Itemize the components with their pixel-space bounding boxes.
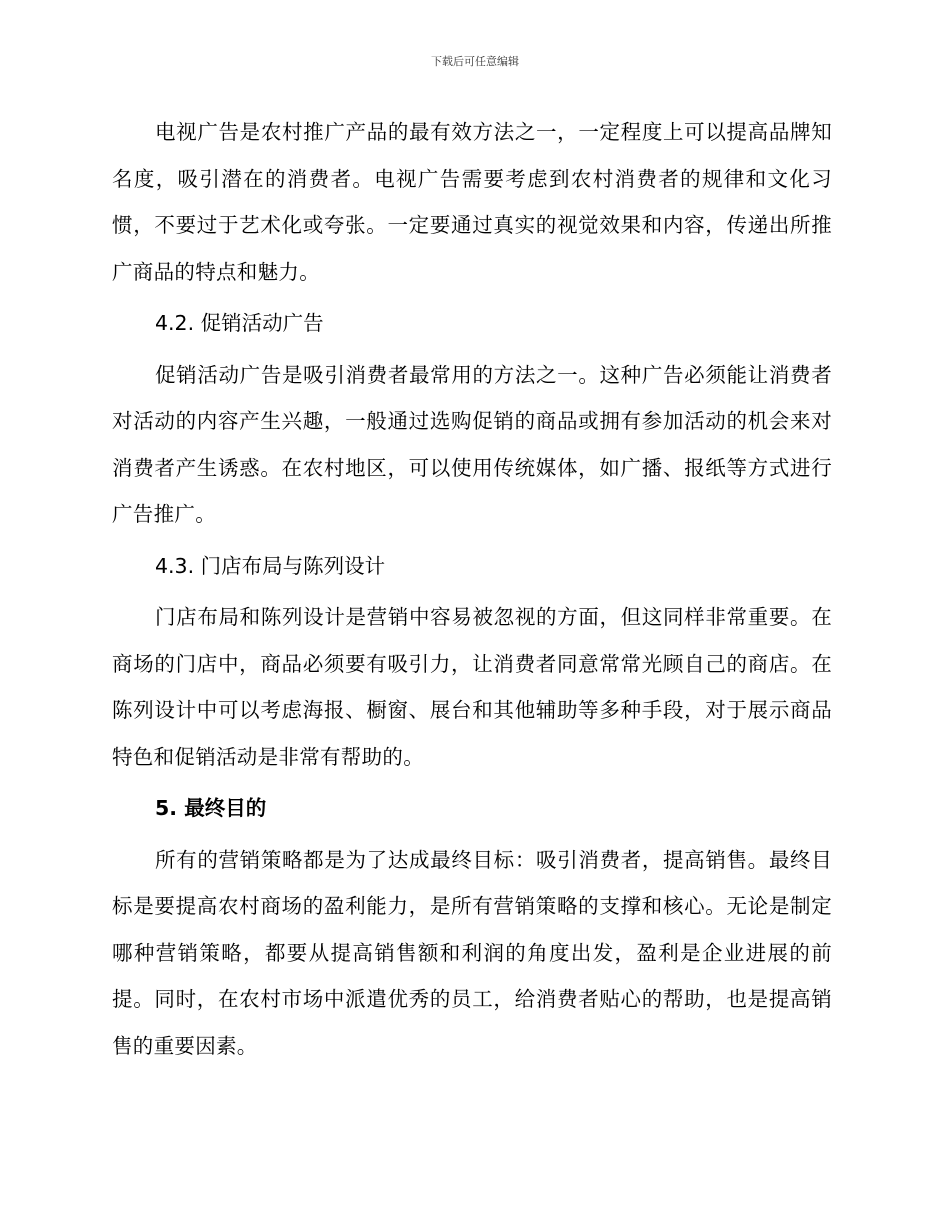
header-note: 下载后可任意编辑: [431, 55, 519, 68]
paragraph-tv-advertising: 电视广告是农村推广产品的最有效方法之一，一定程度上可以提高品牌知名度，吸引潜在的消费者。电视广告需要考虑到农村消费者的规律和文化习惯，不要过于艺术化或夸张。一定要通过真实的视觉效果和内容，传递出所推广商品的特点和魅力。: [112, 120, 832, 284]
paragraph-store-layout: 门店布局和陈列设计是营销中容易被忽视的方面，但这同样非常重要。在商场的门店中，商品必须要有吸引力，让消费者同意常常光顾自己的商店。在陈列设计中可以考虑海报、橱窗、展台和其他辅助等多种手段，对于展示商品特色和促销活动是非常有帮助的。: [112, 605, 832, 769]
paragraph-promotion-advertising: 促销活动广告是吸引消费者最常用的方法之一。这种广告必须能让消费者对活动的内容产生兴趣，一般通过选购促销的商品或拥有参加活动的机会来对消费者产生诱惑。在农村地区，可以使用传统媒体，如广播、报纸等方式进行广告推广。: [112, 362, 832, 526]
document-body: [112, 109, 832, 1074]
heading-4-3: 4.3. 门店布局与陈列设计: [155, 553, 386, 578]
paragraph-final-goal: 所有的营销策略都是为了达成最终目标：吸引消费者，提高销售。最终目标是要提高农村商场的盈利能力，是所有营销策略的支撑和核心。无论是制定哪种营销策略，都要从提高销售额和利润的角度出发，盈利是企业进展的前提。同时，在农村市场中派遣优秀的员工，给消费者贴心的帮助，也是提高销售的重要因素。: [112, 847, 832, 1058]
heading-4-2: 4.2. 促销活动广告: [155, 311, 324, 335]
heading-5: 5. 最终目的: [155, 796, 267, 820]
